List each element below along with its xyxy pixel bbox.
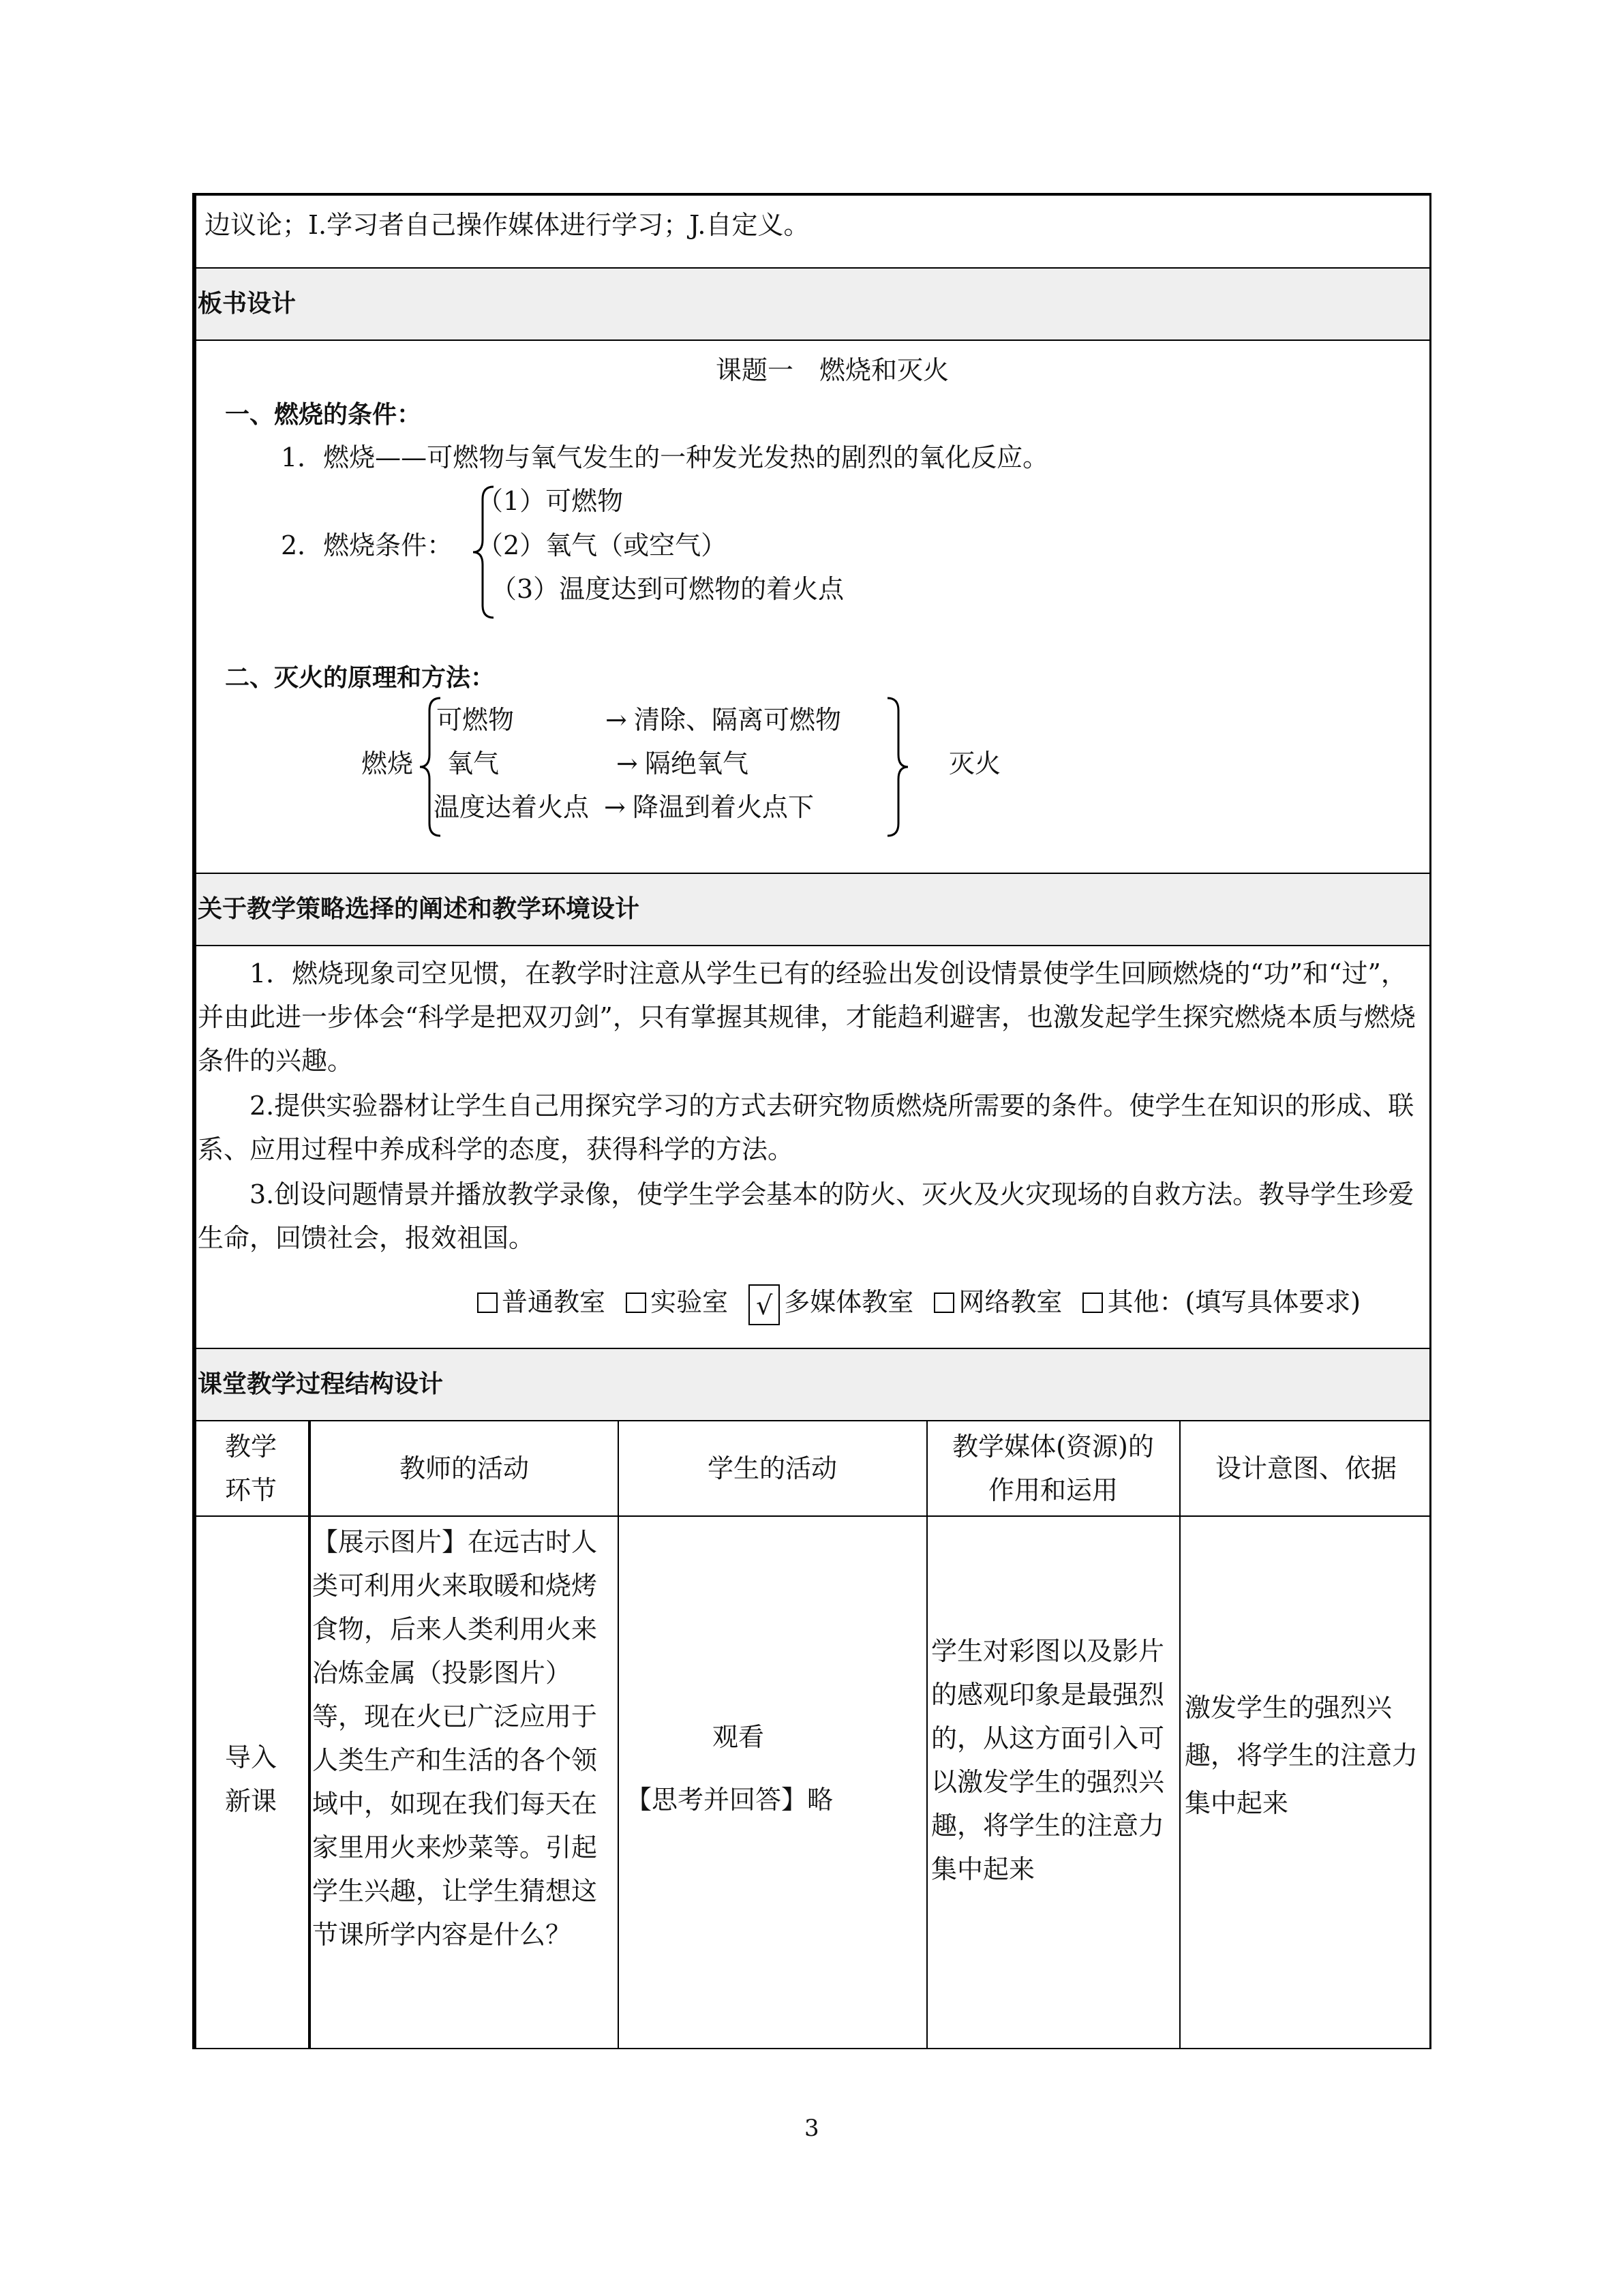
combustion-conditions-label: 2．燃烧条件： (281, 530, 453, 560)
blackboard-header-band (196, 268, 1429, 339)
strategy-paragraph-3: 3.创设问题情景并播放教学录像，使学生学会基本的防火、灭火及火灾现场的自救方法。教导学生珍爱生命，回馈社会，报效祖国。 (198, 1179, 1414, 1253)
method-factor-2: 氧气 (447, 749, 500, 779)
rule (192, 945, 1431, 946)
process-header: 课堂教学过程结构设计 (198, 1370, 444, 1398)
checkbox-lab[interactable] (626, 1293, 646, 1313)
method-arrow-1: → (605, 705, 627, 735)
checkbox-regular-classroom[interactable] (477, 1293, 498, 1313)
top-note: 边议论；I.学习者自己操作媒体进行学习；J.自定义。 (204, 210, 810, 240)
method-arrow-2: → (616, 749, 638, 779)
method-factor-3: 温度达着火点 (434, 792, 590, 822)
rule (192, 873, 1431, 874)
row-student-activity-2: 【思考并回答】略 (626, 1785, 834, 1815)
column-divider (308, 1420, 311, 2049)
rule (192, 1515, 1431, 1517)
column-header-intent: 设计意图、依据 (1215, 1453, 1397, 1483)
condition-1: （1）可燃物 (477, 486, 624, 516)
condition-3: （3）温度达到可燃物的着火点 (491, 574, 845, 604)
row-student-activity-1: 观看 (712, 1722, 764, 1752)
check-mark: √ (756, 1290, 773, 1320)
column-header-student: 学生的活动 (707, 1453, 837, 1483)
column-divider (926, 1420, 928, 2049)
rule (192, 1348, 1431, 1349)
env-option-network: 网络教室 (958, 1287, 1063, 1317)
env-option-other: 其他：(填写具体要求) (1107, 1287, 1361, 1317)
env-option-lab: 实验室 (650, 1287, 729, 1317)
env-option-regular: 普通教室 (502, 1287, 606, 1317)
strategy-paragraph-2: 2.提供实验器材让学生自己用探究学习的方式去研究物质燃烧所需要的条件。使学生在知识的形成、联系、应用过程中养成科学的态度，获得科学的方法。 (198, 1091, 1414, 1164)
method-action-3: 降温到着火点下 (633, 792, 815, 822)
section1-heading: 一、燃烧的条件： (225, 401, 422, 429)
method-factor-1: 可燃物 (436, 705, 515, 735)
method-arrow-3: → (604, 792, 626, 822)
column-divider (1179, 1420, 1181, 2049)
method-action-1: 清除、隔离可燃物 (634, 705, 842, 735)
strategy-header: 关于教学策略选择的阐述和教学环境设计 (198, 895, 640, 923)
blackboard-header: 板书设计 (198, 290, 297, 318)
row-stage: 导入新课 (224, 1742, 277, 1816)
checkbox-multimedia-classroom[interactable] (748, 1284, 780, 1325)
row-design-intent: 激发学生的强烈兴趣，将学生的注意力集中起来 (1185, 1693, 1419, 1818)
rule (192, 339, 1431, 341)
column-header-stage: 教学环节 (224, 1432, 277, 1505)
environment-options (477, 1282, 1361, 1325)
env-option-multimedia: 多媒体教室 (784, 1287, 914, 1317)
rule (192, 1420, 1431, 1421)
burn-label: 燃烧 (361, 749, 414, 779)
combustion-definition: 1．燃烧——可燃物与氧气发生的一种发光发热的剧烈的氧化反应。 (281, 442, 1049, 472)
blackboard-title: 课题一 燃烧和灭火 (716, 355, 950, 385)
column-header-media: 教学媒体(资源)的作用和运用 (952, 1432, 1154, 1505)
result-label: 灭火 (949, 749, 1001, 779)
row-teacher-activity: 【展示图片】在远古时人类可利用火来取暖和烧烤食物，后来人类利用火来冶炼金属（投影图片）等，现在火已广泛应用于人类生产和生活的各个领域中，如现在我们每天在家里用火来炒菜等。引起学生兴趣，让学生猜想这节课所学内容是什么？ (312, 1527, 598, 1950)
rule (192, 267, 1431, 269)
checkbox-other[interactable] (1082, 1293, 1103, 1313)
method-action-2: 隔绝氧气 (645, 749, 749, 779)
strategy-paragraph-1: 1．燃烧现象司空见惯，在教学时注意从学生已有的经验出发创设情景使学生回顾燃烧的“功”和“过”，并由此进一步体会“科学是把双刃剑”，只有掌握其规律，才能趋利避害，也激发起学生探究燃烧本质与燃烧条件的兴趣。 (198, 958, 1416, 1076)
checkbox-network-classroom[interactable] (934, 1293, 954, 1313)
methods-right-brace (883, 697, 911, 837)
section2-heading: 二、灭火的原理和方法： (225, 664, 496, 692)
row-media-usage: 学生对彩图以及影片的感观印象是最强烈的，从这方面引入可以激发学生的强烈兴趣，将学生的注意力集中起来 (931, 1636, 1165, 1884)
condition-2: （2）氧气（或空气） (477, 530, 727, 560)
column-header-teacher: 教师的活动 (399, 1453, 529, 1483)
page-number: 3 (804, 2115, 819, 2142)
